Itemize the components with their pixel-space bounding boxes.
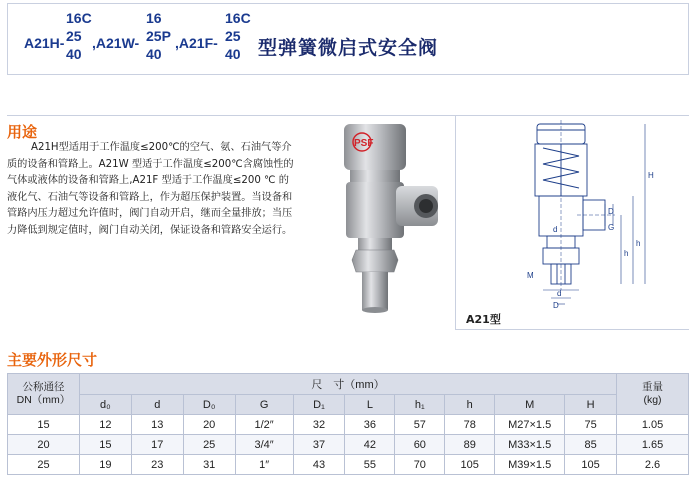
model-a21w: ,A21W-: [92, 35, 140, 51]
usage-heading: 用途: [7, 123, 38, 141]
header-D0: D₀: [183, 395, 235, 415]
table-cell: 23: [131, 455, 183, 475]
svg-text:PSF: PSF: [354, 138, 374, 149]
drawing-caption: A21型: [466, 313, 501, 326]
model-a21f: ,A21F-: [175, 35, 218, 51]
label-d: d: [557, 289, 562, 298]
table-cell: 55: [345, 455, 395, 475]
valve-photo: [330, 120, 450, 320]
table-cell: 57: [395, 415, 445, 435]
table-cell: 1.05: [617, 415, 689, 435]
label-h1: h: [624, 249, 629, 258]
header-size: 尺 寸（mm）: [79, 374, 616, 395]
header-d: d: [131, 395, 183, 415]
label-d0: d: [553, 225, 558, 234]
table-cell: 1/2″: [235, 415, 293, 435]
table-cell: 75: [565, 415, 617, 435]
model-a21f-pressure: [225, 9, 251, 63]
model-a21w-pressure: [146, 9, 171, 63]
pn-16c: 16C: [66, 10, 92, 26]
header-h: h: [445, 395, 495, 415]
table-cell: M33×1.5: [495, 435, 565, 455]
table-cell: 20: [8, 435, 80, 455]
label-G: G: [608, 223, 615, 232]
model-a21h-pressure: [66, 9, 92, 63]
valve-section: [535, 124, 605, 284]
header-G: G: [235, 395, 293, 415]
label-h: h: [636, 239, 641, 248]
hex-nut: [352, 250, 398, 272]
table-cell: 25: [183, 435, 235, 455]
table-cell: 12: [79, 415, 131, 435]
table-cell: 85: [565, 435, 617, 455]
table-cell: 15: [79, 435, 131, 455]
header-d0: d₀: [79, 395, 131, 415]
table-cell: 2.6: [617, 455, 689, 475]
pn-40: 40: [66, 46, 82, 62]
table-cell: 32: [293, 415, 345, 435]
dimensions-table: [7, 373, 689, 475]
pn-16: 16: [146, 10, 162, 26]
table-cell: 36: [345, 415, 395, 435]
table-cell: 89: [445, 435, 495, 455]
technical-drawing: [465, 118, 675, 308]
page-title: 型弹簧微启式安全阀: [258, 37, 439, 59]
table-cell: 60: [395, 435, 445, 455]
table-cell: 105: [445, 455, 495, 475]
table-cell: 20: [183, 415, 235, 435]
table-cell: 13: [131, 415, 183, 435]
table-cell: 42: [345, 435, 395, 455]
header-M: M: [495, 395, 565, 415]
table-cell: 105: [565, 455, 617, 475]
pn-25p: 25P: [146, 28, 171, 44]
table-row: [8, 455, 689, 475]
table-cell: 25: [8, 455, 80, 475]
pn-25: 25: [225, 28, 241, 44]
label-D1: D: [608, 207, 614, 216]
table-row: [8, 415, 689, 435]
pn-25: 25: [66, 28, 82, 44]
pn-40: 40: [225, 46, 241, 62]
header-D1: D₁: [293, 395, 345, 415]
header-h1: h₁: [395, 395, 445, 415]
header-dn: 公称通径 DN（mm）: [8, 374, 80, 415]
label-D0: D: [553, 301, 559, 308]
valve-neck: [350, 170, 400, 182]
header-weight: 重量 (kg): [617, 374, 689, 415]
pn-16c: 16C: [225, 10, 251, 26]
table-cell: 37: [293, 435, 345, 455]
table-cell: 3/4″: [235, 435, 293, 455]
table-cell: 1.65: [617, 435, 689, 455]
table-cell: 1″: [235, 455, 293, 475]
usage-text: A21H型适用于工作温度≤200℃的空气、氨、石油气等介质的设备和管路上。A21W 型适于工作温度≤200℃含腐蚀性的气体或液体的设备和管路上,A21F 型适于工作温度≤200 ℃ 的液化气、石油气等设备和管路上，作为超压保护装置。当设备和管路内压力超过允许值时，阀门自动开启，继而全量排放；当压力降低到规定值时，阀门自动关闭，保证设备和管路安全运行。: [7, 142, 294, 236]
label-M: M: [527, 271, 534, 280]
table-cell: M39×1.5: [495, 455, 565, 475]
dimensions-heading: 主要外形尺寸: [7, 351, 98, 369]
table-cell: 15: [8, 415, 80, 435]
table-cell: 43: [293, 455, 345, 475]
table-cell: 31: [183, 455, 235, 475]
table-cell: 78: [445, 415, 495, 435]
valve-body: [346, 182, 404, 238]
table-row: [8, 435, 689, 455]
table-cell: 19: [79, 455, 131, 475]
table-cell: 17: [131, 435, 183, 455]
header-H: H: [565, 395, 617, 415]
inlet-pipe: [362, 272, 388, 310]
table-cell: 70: [395, 455, 445, 475]
label-H: H: [648, 171, 654, 180]
pn-40: 40: [146, 46, 162, 62]
header-L: L: [345, 395, 395, 415]
table-cell: M27×1.5: [495, 415, 565, 435]
model-a21h: A21H-: [24, 35, 65, 51]
